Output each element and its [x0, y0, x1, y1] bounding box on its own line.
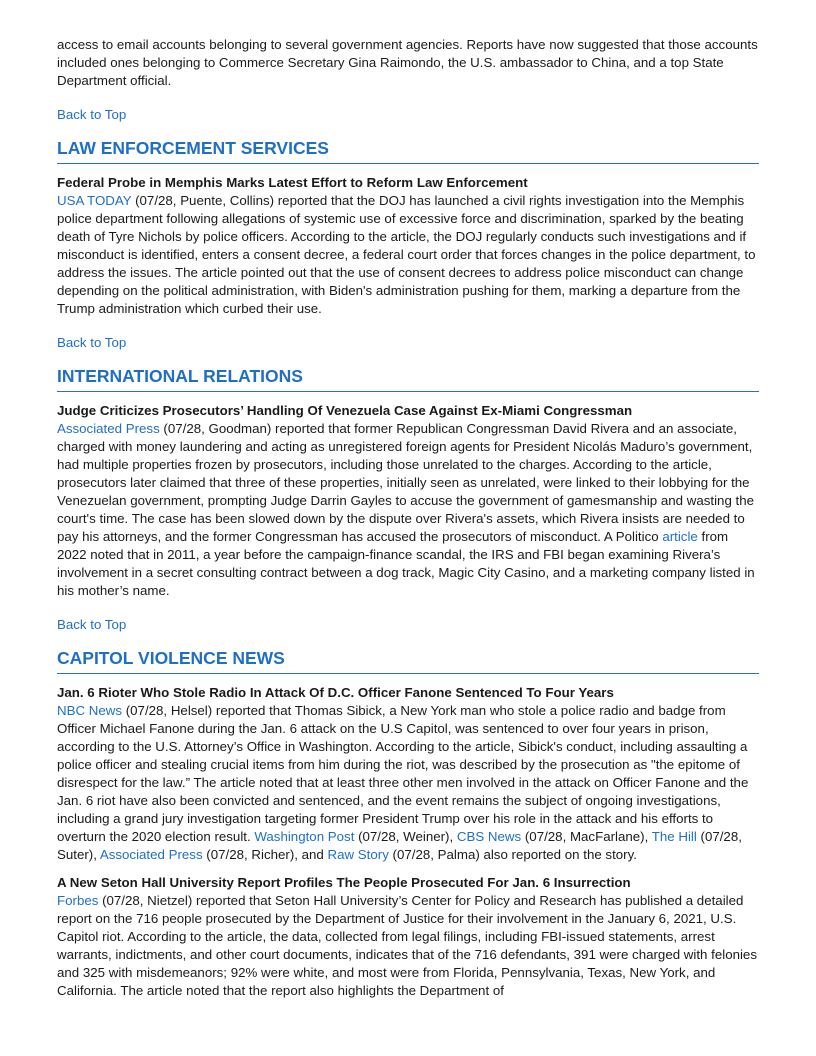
source-link-washington-post[interactable]: Washington Post — [254, 829, 355, 844]
section-title-international-relations: INTERNATIONAL RELATIONS — [57, 365, 759, 392]
back-to-top-link[interactable]: Back to Top — [57, 107, 127, 122]
article-body — [57, 420, 759, 600]
article-headline: A New Seton Hall University Report Profiles The People Prosecuted For Jan. 6 Insurrection — [57, 875, 631, 890]
article-headline: Judge Criticizes Prosecutors’ Handling Of Venezuela Case Against Ex-Miami Congressman — [57, 403, 633, 418]
back-to-top-link[interactable]: Back to Top — [57, 617, 127, 632]
source-link[interactable]: Associated Press — [57, 421, 160, 436]
article-text: (07/28, Weiner), — [354, 829, 457, 844]
intro-paragraph: access to email accounts belonging to several government agencies. Reports have now suggested that those accounts included ones belonging to Commerce Secretary Gina Raimondo, the U.S. ambassador to China, and a top State Department official. — [57, 37, 758, 88]
article — [57, 174, 759, 318]
article — [57, 684, 759, 864]
source-link[interactable]: NBC News — [57, 703, 123, 718]
source-link[interactable]: USA TODAY — [57, 193, 132, 208]
article-headline: Jan. 6 Rioter Who Stole Radio In Attack Of D.C. Officer Fanone Sentenced To Four Years — [57, 685, 614, 700]
article — [57, 874, 759, 1000]
article-body — [57, 702, 759, 864]
source-link-associated-press[interactable]: Associated Press — [99, 847, 203, 862]
article-text: (07/28, Goodman) reported that former Republican Congressman David Rivera and an associate, charged with money laundering and acting as unregistered foreign agents for President Nicolás Maduro’s government, had multiple properties frozen by prosecutors, including those unrelated to the charges. According to the article, prosecutors later claimed that three of these properties, initially seen as unrelated, were linked to their lobbying for the Venezuelan government, prompting Judge Darrin Gayles to accuse the government of gamesmanship and wasting the court's time. The case has been slowed down by the dispute over Rivera's assets, which Rivera insists are needed to pay his attorneys, and the former Congressman has accused the prosecutors of misconduct. A Politico — [57, 421, 755, 544]
source-link-the-hill[interactable]: The Hill — [651, 829, 697, 844]
article-text: (07/28, Puente, Collins) reported that the DOJ has launched a civil rights investigation into the Memphis police department following allegations of systemic use of excessive force and discrimination, sparked by the beating death of Tyre Nichols by police officers. According to the article, the DOJ regularly conducts such investigations and if misconduct is identified, enters a consent decree, a federal court order that forces changes in the police department, to address the issues. The article pointed out that the use of consent decrees to address police misconduct can change depending on the political administration, with Biden's administration pushing for them, marking a departure from the Trump administration which curbed their use. — [57, 193, 756, 316]
article-text: (07/28, MacFarlane), — [521, 829, 652, 844]
article-text: (07/28, Richer), and — [202, 847, 328, 862]
article-text: (07/28, Palma) also reported on the story. — [388, 847, 637, 862]
section-title-law-enforcement: LAW ENFORCEMENT SERVICES — [57, 137, 759, 164]
source-link-cbs-news[interactable]: CBS News — [456, 829, 522, 844]
politico-article-link[interactable]: article — [662, 529, 698, 544]
back-to-top-link[interactable]: Back to Top — [57, 335, 127, 350]
section-title-capitol-violence: CAPITOL VIOLENCE NEWS — [57, 647, 759, 674]
source-link[interactable]: Forbes — [57, 893, 99, 908]
article-body — [57, 192, 759, 318]
article-text: (07/28, Nietzel) reported that Seton Hall University’s Center for Policy and Research has published a detailed report on the 716 people prosecuted by the Department of Justice for their involvement in the January 6, 2021, U.S. Capitol riot. According to the article, the data, collected from legal filings, including FBI-issued statements, arrest warrants, indictments, and other court documents, indicates that of the 716 defendants, 391 were charged with felonies and 325 with misdemeanors; 92% were white, and most were from Florida, Pennsylvania, Texas, New York, and California. The article noted that the report also highlights the Department of — [57, 893, 757, 998]
article-headline: Federal Probe in Memphis Marks Latest Effort to Reform Law Enforcement — [57, 175, 528, 190]
article — [57, 402, 759, 600]
article-text: (07/28, Suter), — [57, 829, 742, 862]
source-link-raw-story[interactable]: Raw Story — [327, 847, 389, 862]
article-text: (07/28, Helsel) reported that Thomas Sibick, a New York man who stole a police radio and badge from Officer Michael Fanone during the Jan. 6 attack on the U.S Capitol, was sentenced to over four years in prison, according to the U.S. Attorney’s Office in Washington. According to the article, Sibick's conduct, including assaulting a police officer and stealing crucial items from him during the riot, was described by the prosecution as "the epitome of disrespect for the law.” The article noted that at least three other men involved in the attack on Officer Fanone and the Jan. 6 riot have also been convicted and sentenced, and the event remains the subject of ongoing investigations, including a grand jury investigation targeting former President Trump over his role in the attack and his efforts to overturn the 2020 election result. — [57, 703, 749, 844]
article-text: from 2022 noted that in 2011, a year before the campaign-finance scandal, the IRS and FBI began examining Rivera’s involvement in a secret consulting contract between a dog track, Magic City Casino, and a marketing company listed in his mother’s name. — [57, 529, 755, 598]
article-body — [57, 892, 759, 1000]
